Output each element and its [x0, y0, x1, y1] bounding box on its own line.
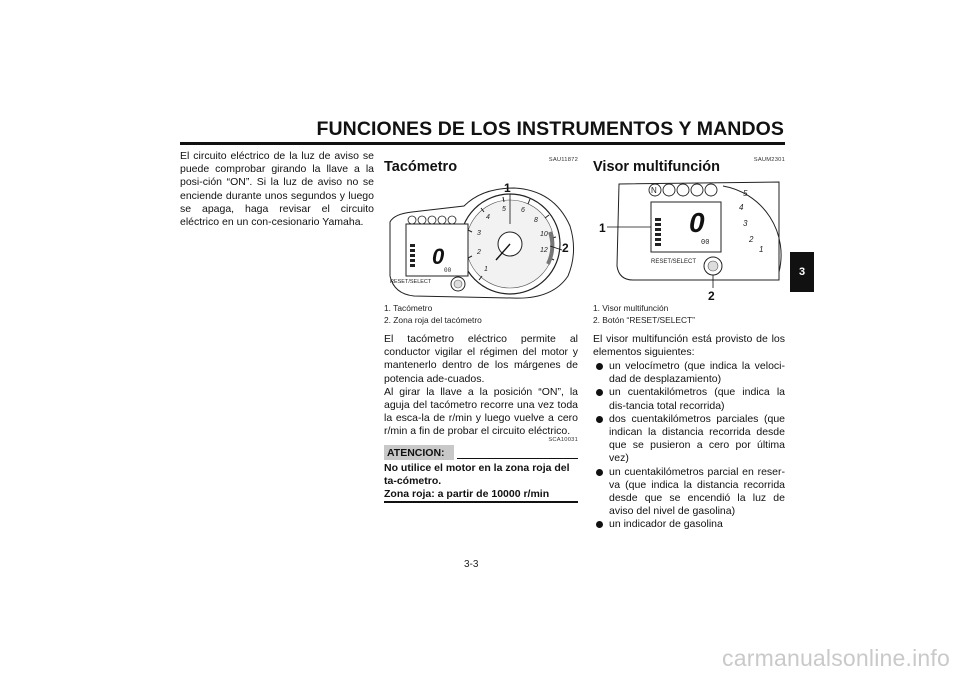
- svg-text:00: 00: [444, 267, 452, 274]
- header-rule: [180, 142, 785, 145]
- caution-rule-top: [457, 458, 578, 459]
- svg-text:N: N: [651, 186, 657, 195]
- svg-text:3: 3: [743, 219, 748, 228]
- svg-text:2: 2: [477, 249, 481, 256]
- svg-text:6: 6: [521, 207, 525, 214]
- svg-text:1: 1: [484, 266, 488, 273]
- section-code-visor: SAUM2301: [753, 157, 785, 163]
- svg-text:4: 4: [486, 214, 490, 221]
- list-item: un cuentakilómetros (que indica la dis-tancia total recorrida): [593, 386, 785, 412]
- section-code-tacometro: SAU11872: [548, 157, 578, 163]
- svg-text:5: 5: [743, 189, 748, 198]
- caption-visor-1: 1. Visor multifunción: [593, 303, 669, 313]
- svg-text:0: 0: [432, 244, 445, 269]
- caution-text: No utilice el motor en la zona roja del ta-cómetro. Zona roja: a partir de 10000 r/min: [384, 462, 570, 501]
- svg-text:10: 10: [540, 231, 548, 238]
- svg-text:12: 12: [540, 247, 548, 254]
- watermark: carmanualsonline.info: [722, 645, 950, 671]
- svg-text:3: 3: [477, 230, 481, 237]
- svg-text:4: 4: [739, 203, 744, 212]
- section-title-tacometro: Tacómetro: [384, 159, 458, 175]
- svg-text:0: 0: [689, 207, 705, 238]
- caution-rule-bottom: [384, 501, 578, 503]
- list-item: un cuentakilómetros parcial en reser-va (que indica la distancia recorrida desde que se encendió la luz de aviso del nivel de gasolina): [593, 466, 785, 519]
- svg-text:00: 00: [701, 239, 710, 247]
- section-title-visor: Visor multifunción: [593, 159, 721, 175]
- svg-text:2: 2: [749, 235, 754, 244]
- page-header-title: FUNCIONES DE LOS INSTRUMENTOS Y MANDOS: [316, 118, 784, 140]
- svg-text:1: 1: [759, 245, 764, 254]
- svg-text:5: 5: [502, 206, 506, 213]
- visor-intro: El visor multifunción está provisto de los elementos siguientes:: [593, 333, 785, 359]
- list-item: un indicador de gasolina: [593, 518, 785, 531]
- page-number: 3-3: [464, 559, 479, 570]
- multifunction-display-figure: [593, 180, 785, 304]
- list-item: un velocímetro (que indica la veloci-dad de desplazamiento): [593, 360, 785, 386]
- caption-tacometro-2: 2. Zona roja del tacómetro: [384, 315, 482, 325]
- tacometro-body: El tacómetro eléctrico permite al conductor vigilar el régimen del motor y mantenerlo dentro de los márgenes de potencia ade-cuados. Al girar la llave a la posición “ON”, la aguja del tacómetro recorre una vez toda la esca-la de r/min y luego vuelve a cero r/min a fin de probar el circuito eléctrico.: [384, 333, 578, 438]
- intro-paragraph: El circuito eléctrico de la luz de aviso se puede comprobar girando la llave a la posi-ción “ON”. Si la luz de aviso no se enciende durante unos segundos y luego se apaga, haga revisar el circuito eléctrico en un con-cesionario Yamaha.: [180, 150, 374, 229]
- callout-1-fig2: 1: [599, 221, 606, 235]
- callout-1-fig1: 1: [504, 181, 511, 195]
- caution-code: SCA10031: [548, 437, 578, 443]
- chapter-tab: 3: [790, 252, 814, 292]
- svg-text:8: 8: [534, 217, 538, 224]
- caution-label: ATENCION:: [384, 445, 454, 460]
- tachometer-figure: [384, 180, 580, 302]
- list-item: dos cuentakilómetros parciales (que indican la distancia recorrida desde que se pusieron a cero por última vez): [593, 413, 785, 466]
- caption-tacometro-1: 1. Tacómetro: [384, 303, 433, 313]
- callout-2-fig1: 2: [562, 241, 569, 255]
- reset-select-label-fig1: RESET/SELECT: [390, 279, 432, 285]
- reset-select-label-fig2: RESET/SELECT: [651, 259, 697, 265]
- visor-features-list: [593, 360, 785, 532]
- callout-2-fig2: 2: [708, 289, 715, 303]
- caption-visor-2: 2. Botón “RESET/SELECT”: [593, 315, 695, 325]
